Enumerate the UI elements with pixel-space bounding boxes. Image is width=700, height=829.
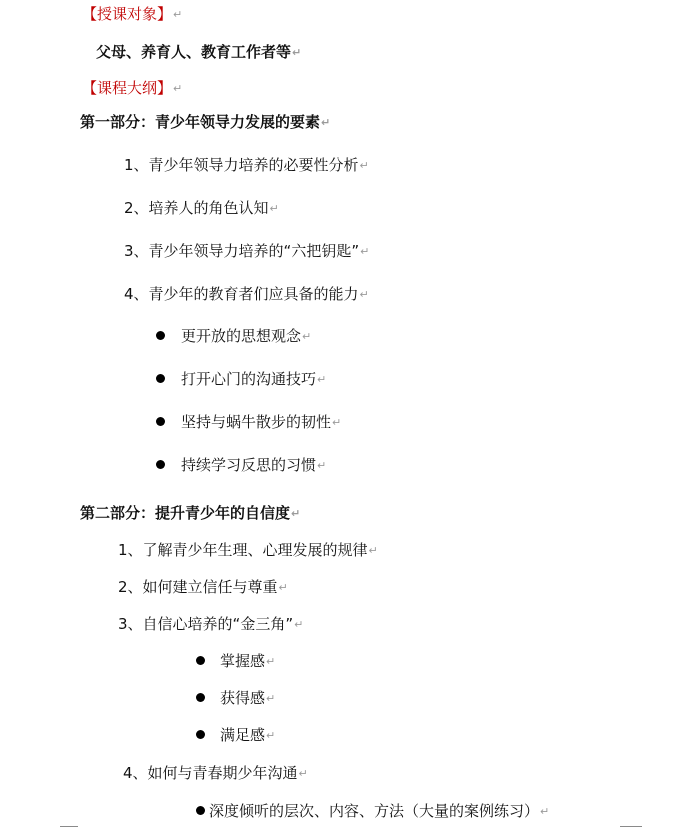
paragraph-mark: ↵	[359, 288, 369, 301]
part1-item-text: 1、青少年领导力培养的必要性分析	[124, 156, 359, 174]
paragraph-mark: ↵	[173, 8, 183, 21]
part1-title-text: 第一部分：青少年领导力发展的要素	[80, 113, 321, 131]
paragraph-mark: ↵	[332, 416, 342, 429]
part1-bullet-text: 持续学习反思的习惯	[181, 456, 317, 474]
paragraph-mark: ↵	[360, 245, 370, 258]
bullet-icon	[196, 730, 205, 739]
part2-item-4	[123, 763, 308, 784]
part1-bullet-text: 更开放的思想观念	[181, 327, 302, 345]
part2-item-text: 1、了解青少年生理、心理发展的规律	[118, 541, 368, 559]
paragraph-mark: ↵	[359, 159, 369, 172]
paragraph-mark: ↵	[173, 82, 183, 95]
part2-item-text: 3、自信心培养的“金三角”	[118, 615, 294, 633]
bullet-icon	[156, 460, 165, 469]
part2-item-1	[118, 540, 378, 561]
paragraph-mark: ↵	[317, 459, 327, 472]
part1-bullet-3	[181, 412, 341, 433]
paragraph-mark: ↵	[278, 581, 288, 594]
bullet-icon	[156, 417, 165, 426]
part2-item4-bullet-text: 深度倾听的层次、内容、方法（大量的案例练习）	[209, 802, 540, 820]
bullet-icon	[156, 374, 165, 383]
part2-item-text: 4、如何与青春期少年沟通	[123, 764, 298, 782]
paragraph-mark: ↵	[292, 46, 302, 59]
part2-bullet-text: 掌握感	[220, 652, 266, 670]
part1-bullet-text: 坚持与蜗牛散步的韧性	[181, 413, 332, 431]
audience-header-text: 【授课对象】	[82, 5, 173, 23]
bullet-icon	[196, 693, 205, 702]
part1-bullet-1	[181, 326, 311, 347]
part2-item-text: 2、如何建立信任与尊重	[118, 578, 278, 596]
part1-item-3	[124, 241, 369, 262]
page-margin-mark-right	[620, 826, 642, 827]
part2-bullet-3	[220, 725, 275, 746]
part1-item-text: 4、青少年的教育者们应具备的能力	[124, 285, 359, 303]
paragraph-mark: ↵	[266, 729, 276, 742]
paragraph-mark: ↵	[317, 373, 327, 386]
part2-title-text: 第二部分：提升青少年的自信度	[80, 504, 291, 522]
bullet-icon	[196, 656, 205, 665]
part1-title	[80, 112, 330, 133]
paragraph-mark: ↵	[321, 116, 331, 129]
part1-item-text: 3、青少年领导力培养的“六把钥匙”	[124, 242, 360, 260]
part2-item-3	[118, 614, 303, 635]
part2-item4-bullet	[209, 801, 549, 822]
paragraph-mark: ↵	[291, 507, 301, 520]
part2-bullet-text: 满足感	[220, 726, 266, 744]
paragraph-mark: ↵	[540, 805, 550, 818]
paragraph-mark: ↵	[302, 330, 312, 343]
paragraph-mark: ↵	[266, 655, 276, 668]
part2-bullet-text: 获得感	[220, 689, 266, 707]
paragraph-mark: ↵	[269, 202, 279, 215]
page-margin-mark-left	[60, 826, 78, 827]
part2-title	[80, 503, 300, 524]
part1-item-1	[124, 155, 369, 176]
part2-bullet-2	[220, 688, 275, 709]
part1-bullet-4	[181, 455, 326, 476]
part1-bullet-2	[181, 369, 326, 390]
part1-bullet-text: 打开心门的沟通技巧	[181, 370, 317, 388]
outline-header-text: 【课程大纲】	[82, 79, 173, 97]
outline-header	[82, 78, 182, 99]
audience-header	[82, 4, 182, 25]
audience-text-content: 父母、养育人、教育工作者等	[96, 43, 292, 61]
part1-item-text: 2、培养人的角色认知	[124, 199, 269, 217]
part2-item-2	[118, 577, 288, 598]
paragraph-mark: ↵	[294, 618, 304, 631]
bullet-icon	[196, 806, 205, 815]
paragraph-mark: ↵	[266, 692, 276, 705]
part2-bullet-1	[220, 651, 275, 672]
part1-item-4	[124, 284, 369, 305]
part1-item-2	[124, 198, 279, 219]
bullet-icon	[156, 331, 165, 340]
paragraph-mark: ↵	[368, 544, 378, 557]
paragraph-mark: ↵	[298, 767, 308, 780]
audience-text	[96, 42, 301, 63]
